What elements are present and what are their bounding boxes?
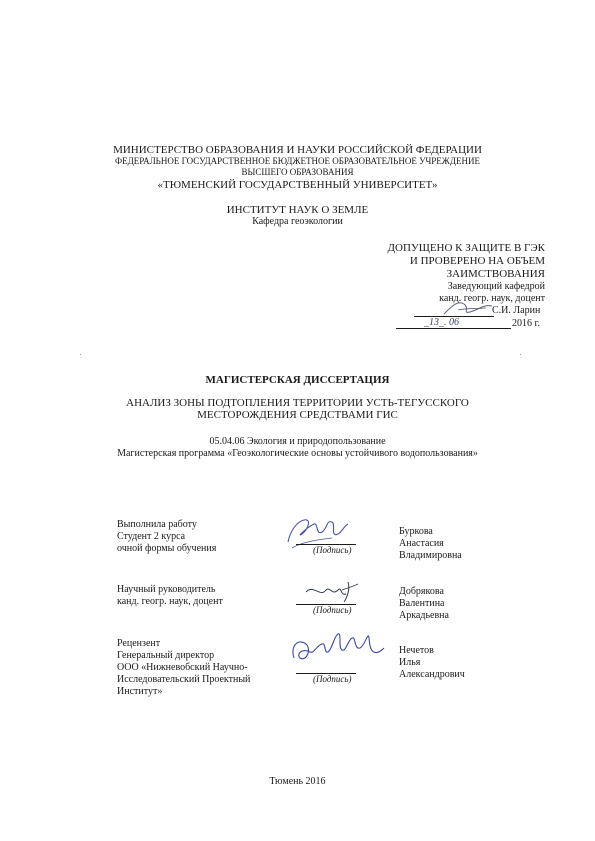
department-name: Кафедра геоэкологии: [252, 216, 343, 227]
university-name: «ТЮМЕНСКИЙ ГОСУДАРСТВЕННЫЙ УНИВЕРСИТЕТ»: [157, 179, 438, 191]
reviewer-role-line-5: Институт»: [117, 686, 163, 697]
document-type: МАГИСТЕРСКАЯ ДИССЕРТАЦИЯ: [205, 374, 390, 386]
reviewer-role-line-3: ООО «Нижневобский Научно-: [117, 662, 248, 673]
reviewer-signature-line: [296, 673, 356, 674]
reviewer-name-line-3: Александрович: [399, 669, 465, 680]
approval-line-1: ДОПУЩЕНО К ЗАЩИТЕ В ГЭК: [387, 242, 545, 254]
scan-dot: [520, 354, 521, 355]
supervisor-name-line-1: Добрякова: [399, 586, 444, 597]
supervisor-signature-line: [296, 604, 356, 605]
approval-role: Заведующий кафедрой: [447, 281, 545, 292]
scan-dot: [80, 354, 81, 355]
approval-degree: канд. геогр. наук, доцент: [439, 293, 545, 304]
approval-name: С.И. Ларин: [492, 305, 541, 316]
reviewer-signature-icon: [288, 628, 388, 676]
student-name-line-1: Буркова: [399, 526, 433, 537]
topic-line-1: АНАЛИЗ ЗОНЫ ПОДТОПЛЕНИЯ ТЕРРИТОРИИ УСТЬ-ТЕГУССКОГО: [126, 397, 469, 409]
supervisor-role-line-1: Научный руководитель: [117, 584, 216, 595]
reviewer-name-line-2: Илья: [399, 657, 421, 668]
institution-line-1: ФЕДЕРАЛЬНОЕ ГОСУДАРСТВЕННОЕ БЮДЖЕТНОЕ ОБРАЗОВАТЕЛЬНОЕ УЧРЕЖДЕНИЕ: [114, 156, 480, 166]
reviewer-name-line-1: Нечетов: [399, 645, 434, 656]
supervisor-role-line-2: канд. геогр. наук, доцент: [117, 596, 223, 607]
student-role-line-2: Студент 2 курса: [117, 531, 186, 542]
student-sign-label: (Подпись): [313, 545, 352, 555]
student-signature-line: [296, 544, 356, 545]
reviewer-role-line-2: Генеральный директор: [117, 650, 215, 661]
ministry-heading: МИНИСТЕРСТВО ОБРАЗОВАНИЯ И НАУКИ РОССИЙСКОЙ ФЕДЕРАЦИИ: [113, 144, 482, 156]
reviewer-role-line-1: Рецензент: [117, 638, 161, 649]
supervisor-name-line-3: Аркадьевна: [399, 610, 449, 621]
student-role-line-3: очной формы обучения: [117, 543, 217, 554]
topic-line-2: МЕСТОРОЖДЕНИЯ СРЕДСТВАМИ ГИС: [197, 409, 398, 421]
student-role-line-1: Выполнила работу: [117, 519, 197, 530]
city-year: Тюмень 2016: [269, 776, 326, 787]
approval-year: 2016 г.: [512, 318, 540, 329]
approval-line-3: ЗАИМСТВОВАНИЯ: [446, 268, 545, 280]
specialty-code: 05.04.06 Экология и природопользование: [209, 436, 386, 447]
supervisor-signature-icon: [300, 578, 362, 606]
institution-line-2: ВЫСШЕГО ОБРАЗОВАНИЯ: [241, 167, 354, 177]
student-name-line-3: Владимировна: [399, 550, 462, 561]
supervisor-sign-label: (Подпись): [313, 605, 352, 615]
institute-name: ИНСТИТУТ НАУК О ЗЕМЛЕ: [226, 204, 369, 216]
reviewer-sign-label: (Подпись): [313, 674, 352, 684]
supervisor-name-line-2: Валентина: [399, 598, 445, 609]
reviewer-role-line-4: Исследовательский Проектный: [117, 674, 251, 685]
approval-line-2: И ПРОВЕРЕНО НА ОБЪЕМ: [409, 255, 545, 267]
student-name-line-2: Анастасия: [399, 538, 444, 549]
approval-date-handwritten: _13_. 06: [424, 317, 459, 328]
program-name: Магистерская программа «Геоэкологические основы устойчивого водопользования»: [117, 448, 478, 459]
